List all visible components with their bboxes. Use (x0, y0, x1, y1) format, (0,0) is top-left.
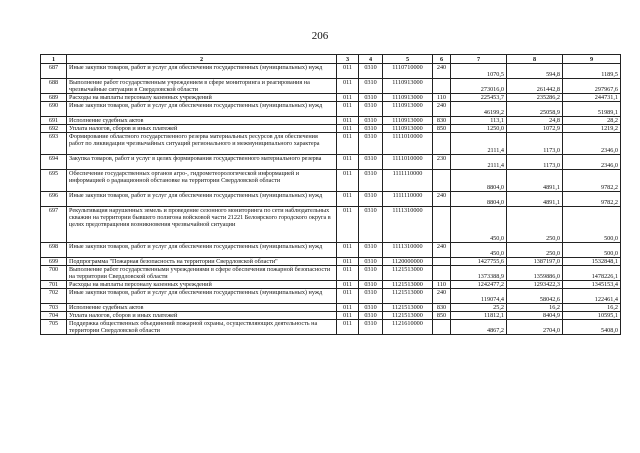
expense-type-code (433, 79, 451, 94)
ministry-code: 011 (337, 243, 359, 258)
column-header: 8 (507, 55, 563, 64)
row-name: Расходы на выплаты персоналу казенных учреждений (67, 281, 337, 289)
amount-year-2: 1072,9 (507, 125, 563, 133)
row-number: 704 (41, 312, 67, 320)
table-row (41, 155, 621, 170)
amount-year-1: 1427755,6 (451, 258, 507, 266)
amount-year-3: 500,0 (563, 207, 621, 243)
expense-type-code: 240 (433, 243, 451, 258)
amount-year-3: 1345153,4 (563, 281, 621, 289)
amount-year-1: 1250,0 (451, 125, 507, 133)
amount-year-1: 11812,1 (451, 312, 507, 320)
amount-year-1: 8804,0 (451, 170, 507, 192)
row-number: 702 (41, 289, 67, 304)
ministry-code: 011 (337, 312, 359, 320)
ministry-code: 011 (337, 133, 359, 155)
ministry-code: 011 (337, 79, 359, 94)
column-header: 3 (337, 55, 359, 64)
ministry-code: 011 (337, 281, 359, 289)
row-name: Иные закупки товаров, работ и услуг для обеспечения государственных (муниципальных) нужд (67, 64, 337, 79)
ministry-code: 011 (337, 304, 359, 312)
row-number: 698 (41, 243, 67, 258)
table-row (41, 79, 621, 94)
amount-year-3: 28,2 (563, 117, 621, 125)
target-article-code: 1110913000 (383, 125, 433, 133)
amount-year-2: 16,2 (507, 304, 563, 312)
table-row (41, 207, 621, 243)
amount-year-1: 2111,4 (451, 155, 507, 170)
row-number: 696 (41, 192, 67, 207)
table-row (41, 281, 621, 289)
row-name: Формирование областного государственного резерва материальных ресурсов для обеспечения работ по ликвидации чрезвычайных ситуаций регионального и межмуниципального характера (67, 133, 337, 155)
table-row (41, 243, 621, 258)
target-article-code: 1121513000 (383, 304, 433, 312)
expense-type-code (433, 266, 451, 281)
row-name: Выполнение работ государственными учреждениями в сфере обеспечения пожарной безопасности на территории Свердловской области (67, 266, 337, 281)
row-number: 695 (41, 170, 67, 192)
section-code: 0310 (359, 320, 383, 335)
target-article-code: 1121513000 (383, 289, 433, 304)
amount-year-1: 2111,4 (451, 133, 507, 155)
section-code: 0310 (359, 312, 383, 320)
amount-year-2: 4891,1 (507, 192, 563, 207)
row-name: Закупка товаров, работ и услуг в целях формирования государственного материального резерва (67, 155, 337, 170)
row-name: Иные закупки товаров, работ и услуг для обеспечения государственных (муниципальных) нужд (67, 102, 337, 117)
ministry-code: 011 (337, 155, 359, 170)
amount-year-2: 250,0 (507, 243, 563, 258)
target-article-code: 1110710000 (383, 64, 433, 79)
expense-type-code: 240 (433, 289, 451, 304)
section-code: 0310 (359, 192, 383, 207)
section-code: 0310 (359, 117, 383, 125)
amount-year-2: 24,8 (507, 117, 563, 125)
expense-type-code: 230 (433, 155, 451, 170)
section-code: 0310 (359, 79, 383, 94)
page-number: 206 (311, 30, 329, 42)
table-row (41, 266, 621, 281)
amount-year-2: 261442,8 (507, 79, 563, 94)
row-name: Рекультивация нарушенных земель и проведение сезонного мониторинга по сети наблюдательных скважин на территории бывшего полигона войсковой части 21221 Белоярского городского округа в целях предотвращения возникновения чрезвычайной ситуации (67, 207, 337, 243)
ministry-code: 011 (337, 289, 359, 304)
target-article-code: 1110913000 (383, 117, 433, 125)
row-number: 692 (41, 125, 67, 133)
row-name: Исполнение судебных актов (67, 117, 337, 125)
section-code: 0310 (359, 125, 383, 133)
section-code: 0310 (359, 155, 383, 170)
amount-year-1: 25,2 (451, 304, 507, 312)
row-name: Расходы на выплаты персоналу казенных учреждений (67, 94, 337, 102)
table-row (41, 125, 621, 133)
amount-year-3: 2346,0 (563, 133, 621, 155)
amount-year-3: 9782,2 (563, 192, 621, 207)
table-row (41, 102, 621, 117)
amount-year-1: 450,0 (451, 207, 507, 243)
amount-year-2: 235286,2 (507, 94, 563, 102)
section-code: 0310 (359, 266, 383, 281)
row-name: Иные закупки товаров, работ и услуг для обеспечения государственных (муниципальных) нужд (67, 289, 337, 304)
amount-year-1: 1373388,9 (451, 266, 507, 281)
target-article-code: 1110913000 (383, 79, 433, 94)
amount-year-3: 297967,6 (563, 79, 621, 94)
amount-year-3: 5408,0 (563, 320, 621, 335)
amount-year-2: 1173,0 (507, 155, 563, 170)
row-number: 701 (41, 281, 67, 289)
expense-type-code: 850 (433, 125, 451, 133)
amount-year-1: 450,0 (451, 243, 507, 258)
target-article-code: 1121513000 (383, 312, 433, 320)
table-row (41, 289, 621, 304)
target-article-code: 1111010000 (383, 155, 433, 170)
column-header: 7 (451, 55, 507, 64)
target-article-code: 1110913000 (383, 102, 433, 117)
amount-year-1: 225453,7 (451, 94, 507, 102)
row-name: Уплата налогов, сборов и иных платежей (67, 125, 337, 133)
amount-year-3: 1478226,1 (563, 266, 621, 281)
amount-year-2: 250,0 (507, 207, 563, 243)
table-row (41, 117, 621, 125)
expense-type-code: 830 (433, 304, 451, 312)
row-name: Выполнение работ государственным учреждением в сфере мониторинга и реагирования на чрезвычайные ситуации в Свердловской области (67, 79, 337, 94)
amount-year-1: 46199,2 (451, 102, 507, 117)
column-header: 2 (67, 55, 337, 64)
amount-year-2: 1173,0 (507, 133, 563, 155)
expense-type-code: 240 (433, 192, 451, 207)
target-article-code: 1121513000 (383, 281, 433, 289)
expense-type-code: 110 (433, 281, 451, 289)
row-name: Поддержка общественных объединений пожарной охраны, осуществляющих деятельность на территории Свердловской области (67, 320, 337, 335)
amount-year-3: 9782,2 (563, 170, 621, 192)
row-number: 687 (41, 64, 67, 79)
ministry-code: 011 (337, 125, 359, 133)
ministry-code: 011 (337, 170, 359, 192)
amount-year-2: 2704,0 (507, 320, 563, 335)
target-article-code: 1111110000 (383, 192, 433, 207)
row-number: 689 (41, 94, 67, 102)
amount-year-3: 244731,1 (563, 94, 621, 102)
ministry-code: 011 (337, 320, 359, 335)
row-number: 690 (41, 102, 67, 117)
expense-type-code: 240 (433, 64, 451, 79)
table-row (41, 170, 621, 192)
amount-year-3: 122461,4 (563, 289, 621, 304)
row-name: Уплата налогов, сборов и иных платежей (67, 312, 337, 320)
column-header: 4 (359, 55, 383, 64)
expense-type-code: 830 (433, 117, 451, 125)
amount-year-1: 8804,0 (451, 192, 507, 207)
amount-year-1: 4867,2 (451, 320, 507, 335)
target-article-code: 1121610000 (383, 320, 433, 335)
amount-year-3: 2346,0 (563, 155, 621, 170)
amount-year-2: 4891,1 (507, 170, 563, 192)
column-header: 1 (41, 55, 67, 64)
expense-type-code (433, 258, 451, 266)
amount-year-1: 119074,4 (451, 289, 507, 304)
ministry-code: 011 (337, 192, 359, 207)
section-code: 0310 (359, 207, 383, 243)
column-header: 5 (383, 55, 433, 64)
amount-year-1: 1070,5 (451, 64, 507, 79)
section-code: 0310 (359, 170, 383, 192)
section-code: 0310 (359, 243, 383, 258)
ministry-code: 011 (337, 258, 359, 266)
row-number: 699 (41, 258, 67, 266)
table-header-row (41, 55, 621, 64)
table-row (41, 304, 621, 312)
amount-year-1: 113,1 (451, 117, 507, 125)
amount-year-3: 16,2 (563, 304, 621, 312)
row-number: 693 (41, 133, 67, 155)
table-row (41, 192, 621, 207)
expense-type-code: 240 (433, 102, 451, 117)
section-code: 0310 (359, 64, 383, 79)
amount-year-3: 1219,2 (563, 125, 621, 133)
target-article-code: 1111310000 (383, 243, 433, 258)
ministry-code: 011 (337, 64, 359, 79)
row-number: 688 (41, 79, 67, 94)
row-number: 703 (41, 304, 67, 312)
amount-year-3: 10595,1 (563, 312, 621, 320)
table-row (41, 94, 621, 102)
amount-year-3: 51989,1 (563, 102, 621, 117)
row-number: 694 (41, 155, 67, 170)
table-row (41, 133, 621, 155)
ministry-code: 011 (337, 94, 359, 102)
budget-table (40, 54, 621, 335)
ministry-code: 011 (337, 207, 359, 243)
expense-type-code (433, 207, 451, 243)
expense-type-code: 110 (433, 94, 451, 102)
amount-year-3: 500,0 (563, 243, 621, 258)
expense-type-code (433, 320, 451, 335)
target-article-code: 1111010000 (383, 133, 433, 155)
expense-type-code (433, 133, 451, 155)
ministry-code: 011 (337, 102, 359, 117)
expense-type-code: 850 (433, 312, 451, 320)
row-number: 691 (41, 117, 67, 125)
section-code: 0310 (359, 94, 383, 102)
row-name: Подпрограмма "Пожарная безопасность на территории Свердловской области" (67, 258, 337, 266)
ministry-code: 011 (337, 117, 359, 125)
amount-year-2: 1387197,0 (507, 258, 563, 266)
ministry-code: 011 (337, 266, 359, 281)
section-code: 0310 (359, 258, 383, 266)
amount-year-2: 594,8 (507, 64, 563, 79)
amount-year-3: 1532848,1 (563, 258, 621, 266)
amount-year-2: 25058,9 (507, 102, 563, 117)
row-number: 700 (41, 266, 67, 281)
section-code: 0310 (359, 102, 383, 117)
amount-year-2: 1359886,0 (507, 266, 563, 281)
amount-year-1: 273016,0 (451, 79, 507, 94)
row-number: 697 (41, 207, 67, 243)
table-row (41, 64, 621, 79)
target-article-code: 1111110000 (383, 170, 433, 192)
amount-year-3: 1189,5 (563, 64, 621, 79)
target-article-code: 1120000000 (383, 258, 433, 266)
section-code: 0310 (359, 304, 383, 312)
amount-year-2: 58042,6 (507, 289, 563, 304)
amount-year-2: 8404,9 (507, 312, 563, 320)
target-article-code: 1121513000 (383, 266, 433, 281)
section-code: 0310 (359, 133, 383, 155)
target-article-code: 1111310000 (383, 207, 433, 243)
row-name: Иные закупки товаров, работ и услуг для обеспечения государственных (муниципальных) нужд (67, 243, 337, 258)
row-name: Обеспечение государственных органов агро-, гидрометеорологической информацией и информацией о радиационной обстановке на территории Свердловской области (67, 170, 337, 192)
expense-type-code (433, 170, 451, 192)
row-name: Исполнение судебных актов (67, 304, 337, 312)
table-row (41, 258, 621, 266)
target-article-code: 1110913000 (383, 94, 433, 102)
amount-year-2: 1293422,3 (507, 281, 563, 289)
section-code: 0310 (359, 281, 383, 289)
row-name: Иные закупки товаров, работ и услуг для обеспечения государственных (муниципальных) нужд (67, 192, 337, 207)
amount-year-1: 1242477,2 (451, 281, 507, 289)
table-row (41, 312, 621, 320)
section-code: 0310 (359, 289, 383, 304)
table-row (41, 320, 621, 335)
column-header: 9 (563, 55, 621, 64)
row-number: 705 (41, 320, 67, 335)
column-header: 6 (433, 55, 451, 64)
